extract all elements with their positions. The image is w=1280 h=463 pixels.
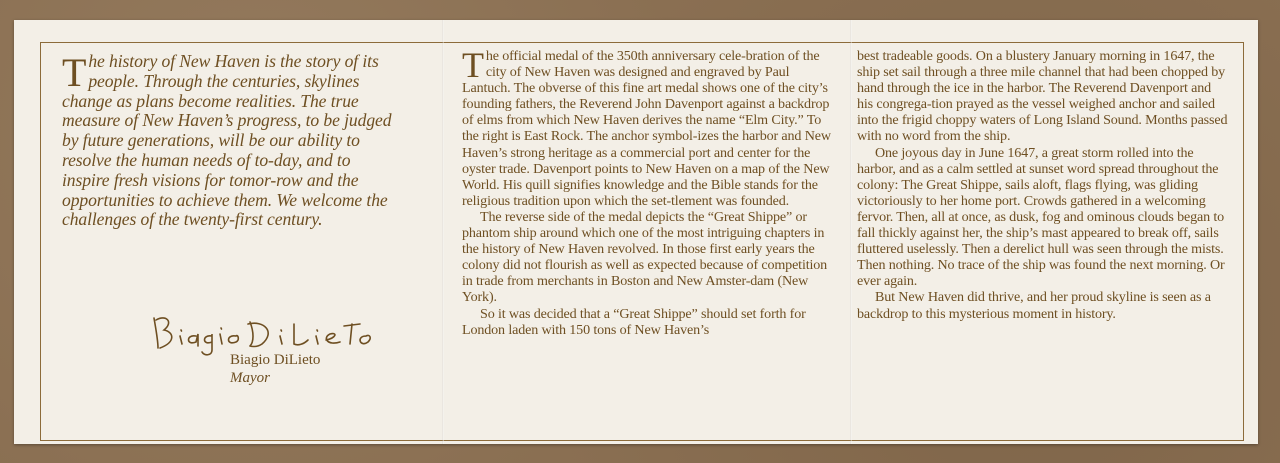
medal-paragraph-3: So it was decided that a “Great Shippe” should set forth for London laden with 150 tons of New Haven’s (462, 305, 806, 338)
mayor-name: Biagio DiLieto (230, 352, 321, 368)
shippe-paragraph-2: One joyous day in June 1647, a great storm rolled into the harbor, and as a calm settled at sunset word spread throughout the colony: The Great Shippe, sails aloft, flags flying, was gliding victoriously to her home port. Crowds gathered in a welcoming fervor. Then, all at once, as dusk, fog and ominous clouds began to fall thickly against her, the ship’s mast appeared to break off, sails fluttered uselessly. Then a derelict hull was seen through the mists. Then nothing. No trace of the ship was found the next morning. Or ever again. (857, 144, 1225, 290)
drop-cap: T (462, 45, 484, 85)
drop-cap: T (62, 50, 87, 95)
mayor-title: Mayor (230, 370, 270, 386)
mayor-message-text: he history of New Haven is the story of its people. Through the centuries, skylines change as plans become realities. The true measure of New Haven’s progress, to be judged by future generations, will be our ability to resolve the human needs of to-day, and to inspire fresh visions for tomor-row and the opportunities to achieve them. We welcome the challenges of the twenty-first century. (62, 51, 392, 230)
signature (146, 310, 386, 358)
medal-paragraph-1 (462, 45, 834, 209)
fold-line (850, 20, 852, 444)
medal-description-panel (462, 45, 834, 338)
great-shippe-panel (857, 48, 1229, 322)
shippe-paragraph-1: best tradeable goods. On a blustery January morning in 1647, the ship set sail through a three mile channel that had been chopped by hand through the ice in the harbor. The Reverend Davenport and his congrega-tion prayed as the vessel weighed anchor and sailed into the frigid choppy waters of Long Island Sound. Months passed with no word from the ship. (857, 48, 1228, 145)
mayor-message (62, 52, 402, 230)
mayor-message-panel (62, 52, 402, 230)
fold-line (442, 20, 444, 444)
medal-paragraph-2: The reverse side of the medal depicts the “Great Shippe” or phantom ship around which one of the most intriguing chapters in the history of New Haven revolved. In those first early years the colony did not flourish as well as expected because of competition in trade from merchants in Boston and New Amster-dam (New York). (462, 208, 828, 306)
shippe-paragraph-3: But New Haven did thrive, and her proud skyline is seen as a backdrop to this mysterious moment in history. (857, 289, 1211, 322)
medal-paragraph-1-text: he official medal of the 350th anniversary cele-bration of the city of New Haven was designed and engraved by Paul Lantuch. The obverse of this fine art medal shows one of the city’s founding fathers, the Reverend John Davenport against a backdrop of elms from which New Haven derives the name “Elm City.” To the right is East Rock. The anchor symbol-izes the harbor and New Haven’s strong heritage as a commercial port and center for the oyster trade. Davenport points to New Haven on a map of the New World. His quill signifies knowledge and the Bible stands for the religious tradition upon which the set-tlement was founded. (462, 48, 831, 209)
